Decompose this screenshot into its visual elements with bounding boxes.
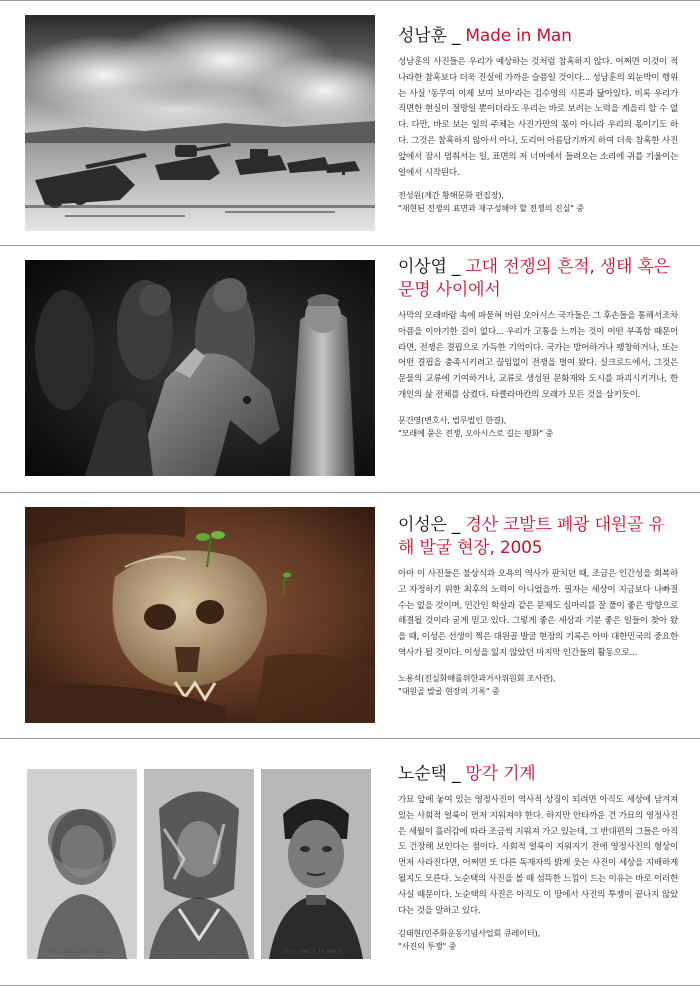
artist-name: 성남훈 xyxy=(398,26,447,46)
essay-source: "재현된 전쟁의 표면과 재구성해야 할 전쟁의 진실" 중 xyxy=(398,203,584,214)
title-separator: _ xyxy=(451,26,461,46)
tank-wreck-photo xyxy=(25,15,375,231)
entry-text xyxy=(398,256,678,440)
critic-name: 노용석(진실화해를위한과거사위원회 조사관), xyxy=(398,672,556,683)
essay-source: "모래에 묻은 전쟁, 오아시스로 길는 평화" 중 xyxy=(398,427,554,438)
entry-text xyxy=(398,25,678,215)
artist-name: 노순택 xyxy=(398,764,447,784)
critic-name: 문건영(변호사, 법무법인 한결), xyxy=(398,414,507,425)
essay-source: "사진의 투쟁" 중 xyxy=(398,941,457,952)
entry-title xyxy=(398,514,678,560)
work-title: 고대 전쟁의 흔적, 생태 혹은 문명 사이에서 xyxy=(398,257,670,300)
work-title: Made in Man xyxy=(465,26,572,46)
critic-name: 전성원(계간 황해문화 편집장), xyxy=(398,190,504,201)
entry-noh-suntaek xyxy=(0,739,700,985)
entry-title xyxy=(398,763,678,786)
portrait-caption: 한 ○ ○ 1963. 4. 7 ~ 1980. 5 … xyxy=(285,949,347,954)
essay-credit xyxy=(398,414,678,440)
essay-excerpt: 사막의 모래바람 속에 파묻혀 버린 오아시스 국가들은 그 후손들을 통해서조차 아픔을 이야기한 길이 없다... 우리가 고통을 느끼는 것이 어떤 부족함 때문이라면, 전쟁은 결핍으로 가득한 기억이다. 국가는 방어하거나 팽창하거나, 또는 어떤 결핍을 충족시키려고 끊임없이 전쟁을 벌여 왔다. 실크로드에서, 그것은 문물의 교류에 기여하거나, 교류로 생성된 문화재와 도시를 파괴시키거나, 한 개인의 삶 전체를 삼켰다. 타클라마칸의 모래가 모든 것을 삼키듯이. xyxy=(398,311,678,400)
terracotta-horse-photo xyxy=(25,260,375,476)
essay-credit xyxy=(398,189,678,215)
essay-excerpt: 성남훈의 사진들은 우리가 예상하는 것처럼 참혹하지 않다. 어쩌면 이것이 적나라한 참혹보다 더욱 진실에 가까운 슬픔일 것이다... 성남훈의 외눈박이 행위는 사실 '동무여 이제 보여 보아'라는 김수영의 시론과 닮아있다. 비록 우리가 직면한 현실이 절망일 뿐이더라도 우리는 바로 보려는 노력을 계을리 할 수 없다. 다만, 바로 보는 일의 주체는 사진가만의 몫이 아니라 우리의 몫이기도 하다. 그것은 참혹하지 않아서 아니, 도리어 아름답기까지 하여 더욱 참혹한 사진 앞에서 잠시 멈춰서는 일, 표면의 저 너머에서 들려오는 소리에 귀를 기울이는 일에서 시작된다. xyxy=(398,57,678,178)
faded-portraits-photo xyxy=(25,739,375,985)
artist-name: 이상엽 xyxy=(398,257,447,277)
faded-portrait xyxy=(27,769,137,959)
portrait-caption: 박 ○ ○ 1952. 1. 3.7 ~ 1981. 5 … xyxy=(49,949,115,954)
essay-excerpt: 아마 이 사진들은 불상식과 오욕의 역사가 판치던 때, 조금은 인간성을 회복하고 자정하기 위한 최후의 노력이 아니었을까. 필자는 세상이 지금보다 나빠질 수는 없을 것이며, 민간인 학살과 같은 문제도 심마리를 잘 풀이 좋은 방향으로 해결될 것이라 굳게 믿고 있다. 그렇게 좋은 세상과 기분 좋은 일들이 찾아 왔을 때, 이성은 선생이 찍은 대원골 발굴 현장의 기록은 아마 대한민국의 중요한 역사가 될 것이다. 이성을 잃지 않았던 마지막 인간들의 활동으로... xyxy=(398,569,678,658)
essay-excerpt: 가묘 앞에 놓여 있는 영정사진이 역사적 상징이 되려면 아직도 세상에 남겨져 있는 사회적 얼룩이 먼저 지워져야 한다. 하지만 안타까운 건 가묘의 영정사진은 세월이 흘러감에 따라 조금씩 지워져 가고 있는데, 그 반대편의 그들은 아직도 건장해 보인다는 점이다. 사회적 얼룩이 지워지기 전에 영정사진의 형상이 먼저 사라진다면, 어쩌면 또 다른 독재자의 밝게 웃는 사진이 세상을 지배하게 될지도 모른다. 노순택의 사진을 볼 때 섬뜩한 느낌이 드는 이유는 바로 이러한 사실 때문이다. 노순택의 사진은 아직도 이 땅에서 사진의 투쟁이 끝나지 않았다는 것을 말하고 있다. xyxy=(398,795,678,916)
title-separator: _ xyxy=(451,764,461,784)
faded-portrait xyxy=(261,769,371,959)
title-separator: _ xyxy=(451,515,461,535)
work-title: 경산 코발트 폐광 대원골 유해 발굴 현장, 2005 xyxy=(398,515,665,558)
entry-text xyxy=(398,514,678,698)
entry-text xyxy=(398,763,678,953)
essay-credit xyxy=(398,672,678,698)
entry-lee-sangyeop xyxy=(0,246,700,492)
entry-seong-namhun xyxy=(0,1,700,245)
work-title: 망각 기계 xyxy=(465,764,536,784)
portrait-caption: 정 ○ ○ 1953. 5. 3 ~ 1980. 5. 18 … xyxy=(164,949,234,954)
essay-source: "대원골 발굴 현장의 기록" 중 xyxy=(398,685,500,696)
faded-portrait xyxy=(144,769,254,959)
excavation-remains-photo xyxy=(25,507,375,723)
entry-lee-seongeun xyxy=(0,493,700,738)
essay-credit xyxy=(398,927,678,953)
title-separator: _ xyxy=(451,257,461,277)
entry-title xyxy=(398,25,678,48)
critic-name: 김태현(민주화운동기념사업회 큐레이터), xyxy=(398,928,540,939)
entry-title xyxy=(398,256,678,302)
artist-name: 이성은 xyxy=(398,515,447,535)
